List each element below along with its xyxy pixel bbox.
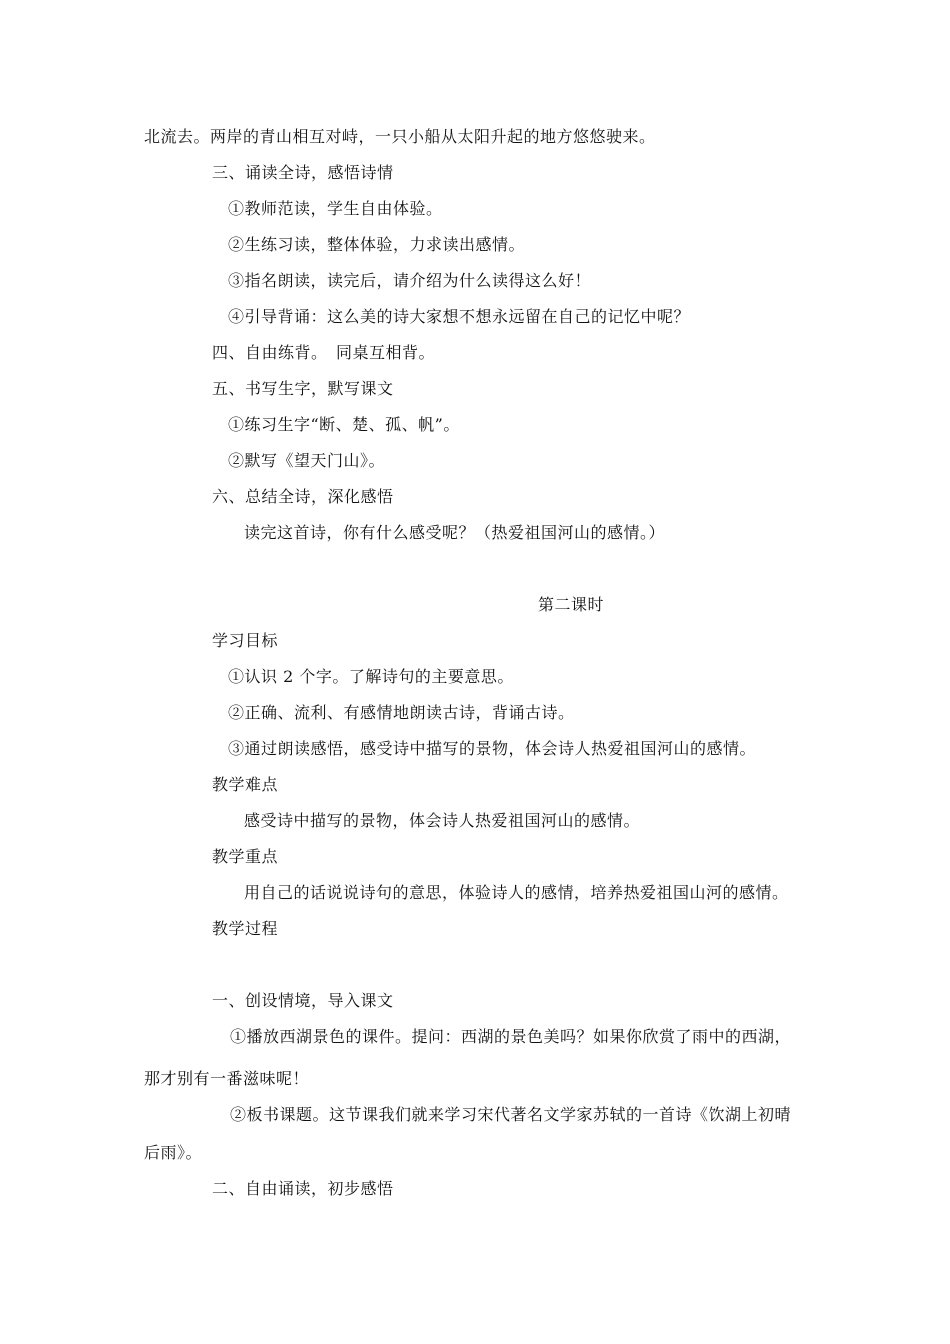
paragraph: 读完这首诗，你有什么感受呢？（热爱祖国河山的感情。） [244,523,666,542]
list-item: ①认识 2 个字。了解诗句的主要意思。 [228,667,514,686]
paragraph: 用自己的话说说诗句的意思，体验诗人的感情，培养热爱祖国山河的感情。 [244,883,789,902]
paragraph-continuation: 北流去。两岸的青山相互对峙，一只小船从太阳升起的地方悠悠驶来。 [144,127,656,146]
section-heading-4: 四、自由练背。 同桌互相背。 [212,343,436,362]
paragraph: ②板书课题。这节课我们就来学习宋代著名文学家苏轼的一首诗《饮湖上初晴 [230,1105,792,1124]
lesson-title: 第二课时 [538,595,605,614]
section-heading-3: 三、诵读全诗，感悟诗情 [212,163,394,182]
section-heading-5: 五、书写生字，默写课文 [212,379,394,398]
section-heading-2: 二、自由诵读，初步感悟 [212,1179,394,1198]
list-item: ①练习生字“断、楚、孤、帆”。 [228,415,460,434]
list-item: ②生练习读，整体体验，力求读出感情。 [228,235,526,254]
section-heading-6: 六、总结全诗，深化感悟 [212,487,394,506]
list-item: ③通过朗读感悟，感受诗中描写的景物，体会诗人热爱祖国河山的感情。 [228,739,757,758]
paragraph: 感受诗中描写的景物，体会诗人热爱祖国河山的感情。 [244,811,641,830]
subheading-process: 教学过程 [212,919,279,938]
list-item: ③指名朗读，读完后，请介绍为什么读得这么好！ [228,271,592,290]
subheading-objectives: 学习目标 [212,631,279,650]
list-item: ①教师范读，学生自由体验。 [228,199,443,218]
list-item: ②正确、流利、有感情地朗读古诗，背诵古诗。 [228,703,575,722]
subheading-difficulties: 教学难点 [212,775,279,794]
paragraph-continuation: 后雨》。 [144,1143,203,1162]
paragraph: ①播放西湖景色的课件。提问：西湖的景色美吗？如果你欣赏了雨中的西湖， [230,1027,792,1046]
section-heading-1: 一、创设情境，导入课文 [212,991,394,1010]
subheading-key-points: 教学重点 [212,847,279,866]
paragraph-continuation: 那才别有一番滋味呢！ [144,1069,310,1088]
list-item: ④引导背诵：这么美的诗大家想不想永远留在自己的记忆中呢？ [228,307,691,326]
list-item: ②默写《望天门山》。 [228,451,386,470]
